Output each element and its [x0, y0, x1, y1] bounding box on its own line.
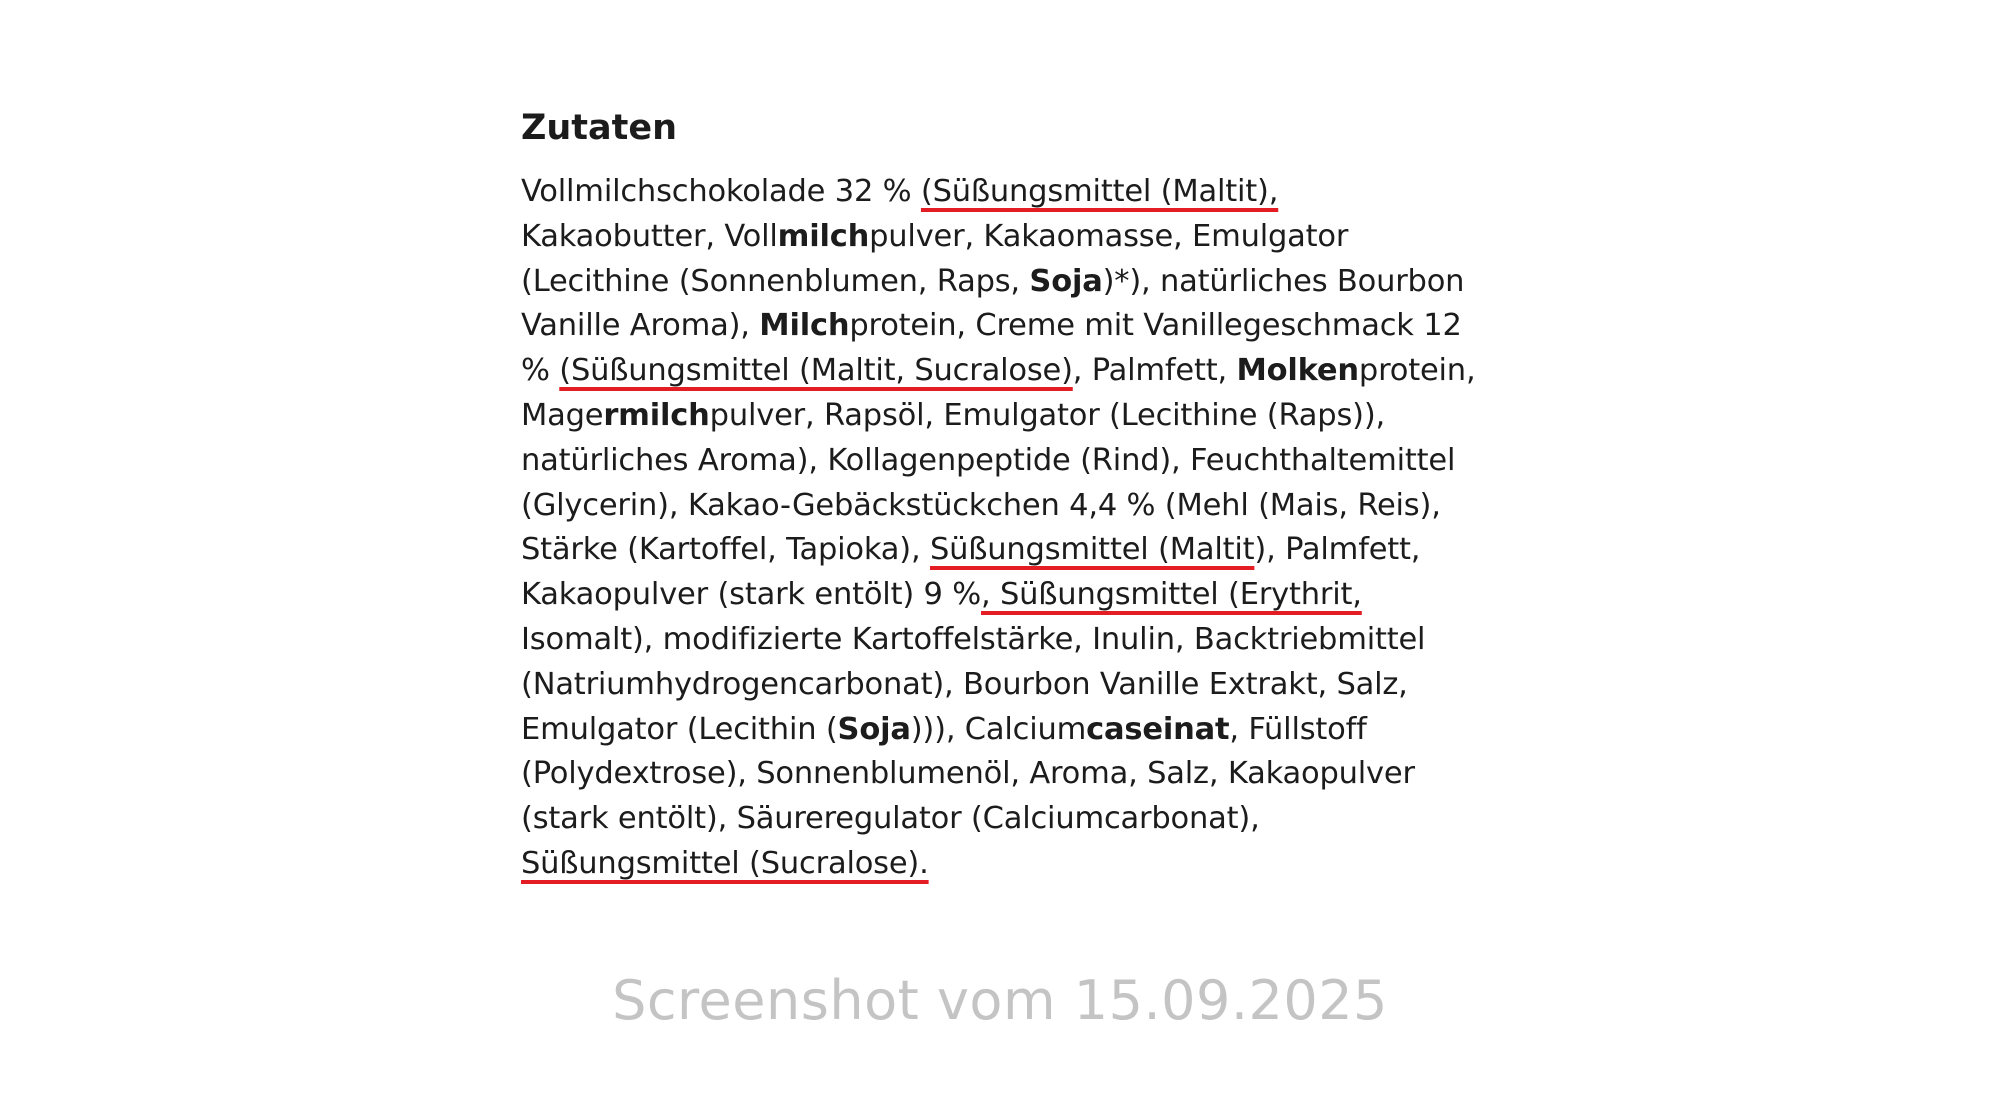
ingredient-text: (Natriumhydrogencarbonat), Bourbon Vanille Extrakt, Salz, — [521, 666, 1408, 702]
ingredients-panel — [521, 100, 1521, 887]
allergen-bold-text: Molken — [1236, 353, 1359, 389]
ingredient-text: % — [521, 353, 560, 389]
ingredient-text: , Füllstoff — [1229, 711, 1367, 747]
allergen-bold-text: rmilch — [603, 397, 710, 433]
ingredients-heading: Zutaten — [521, 108, 678, 148]
ingredient-text: (Lecithine (Sonnenblumen, Raps, — [521, 263, 1030, 299]
ingredient-text: Vanille Aroma), — [521, 308, 760, 344]
ingredients-line — [521, 797, 1521, 842]
ingredients-line — [521, 439, 1521, 484]
ingredient-text: (Glycerin), Kakao-Gebäckstückchen 4,4 % (Mehl (Mais, Reis), — [521, 487, 1441, 523]
ingredients-line — [521, 663, 1521, 708]
allergen-bold-text: milch — [777, 218, 870, 254]
ingredient-text: pulver, Rapsöl, Emulgator (Lecithine (Raps)), — [709, 397, 1386, 433]
ingredients-line — [521, 394, 1521, 439]
ingredient-text: Vollmilchschokolade 32 % — [521, 174, 921, 209]
ingredient-text: )*), natürliches Bourbon — [1102, 263, 1465, 299]
ingredient-text: protein, Creme mit Vanillegeschmack 12 — [849, 308, 1462, 344]
sweetener-highlight: (Süßungsmittel (Maltit, Sucralose) — [559, 353, 1073, 389]
ingredient-text: Stärke (Kartoffel, Tapioka), — [521, 532, 930, 568]
ingredient-text: protein, — [1358, 353, 1476, 389]
ingredient-text: pulver, Kakaomasse, Emulgator — [869, 218, 1349, 254]
ingredients-line — [521, 349, 1521, 394]
ingredients-line — [521, 573, 1521, 618]
ingredient-text: Kakaobutter, Voll — [521, 218, 778, 254]
ingredient-text: Mage — [521, 397, 604, 433]
ingredients-line — [521, 528, 1521, 573]
ingredient-text: Kakaopulver (stark entölt) 9 % — [521, 577, 982, 613]
ingredient-text: Emulgator (Lecithin ( — [521, 711, 838, 747]
sweetener-highlight: Süßungsmittel (Sucralose). — [521, 845, 929, 881]
allergen-bold-text: caseinat — [1086, 711, 1230, 747]
sweetener-highlight: , Süßungsmittel (Erythrit, — [981, 577, 1362, 613]
ingredient-text: ), Palmfett, — [1254, 532, 1421, 568]
ingredient-text: , Palmfett, — [1072, 353, 1237, 389]
ingredients-line — [521, 708, 1521, 753]
ingredients-text — [521, 170, 1521, 887]
ingredient-text: (stark entölt), Säureregulator (Calciumcarbonat), — [521, 801, 1260, 837]
ingredient-text: Isomalt), modifizierte Kartoffelstärke, Inulin, Backtriebmittel — [521, 621, 1426, 657]
screenshot-date-caption: Screenshot vom 15.09.2025 — [612, 969, 1388, 1032]
allergen-bold-text: Milch — [759, 308, 850, 344]
allergen-bold-text: Soja — [837, 711, 911, 747]
ingredients-line — [521, 215, 1521, 260]
sweetener-highlight: Süßungsmittel (Maltit — [929, 532, 1255, 568]
ingredients-line — [521, 170, 1521, 215]
allergen-bold-text: Soja — [1029, 263, 1103, 299]
ingredients-line — [521, 304, 1521, 349]
ingredient-text: natürliches Aroma), Kollagenpeptide (Rind), Feuchthaltemittel — [521, 442, 1456, 478]
ingredient-text: (Polydextrose), Sonnenblumenöl, Aroma, Salz, Kakaopulver — [521, 756, 1415, 792]
ingredients-line — [521, 842, 1521, 887]
ingredients-line — [521, 618, 1521, 663]
ingredient-text: ))), Calcium — [910, 711, 1087, 747]
ingredients-line — [521, 484, 1521, 529]
ingredients-line — [521, 752, 1521, 797]
ingredients-line — [521, 260, 1521, 305]
sweetener-highlight: (Süßungsmittel (Maltit), — [920, 174, 1279, 209]
